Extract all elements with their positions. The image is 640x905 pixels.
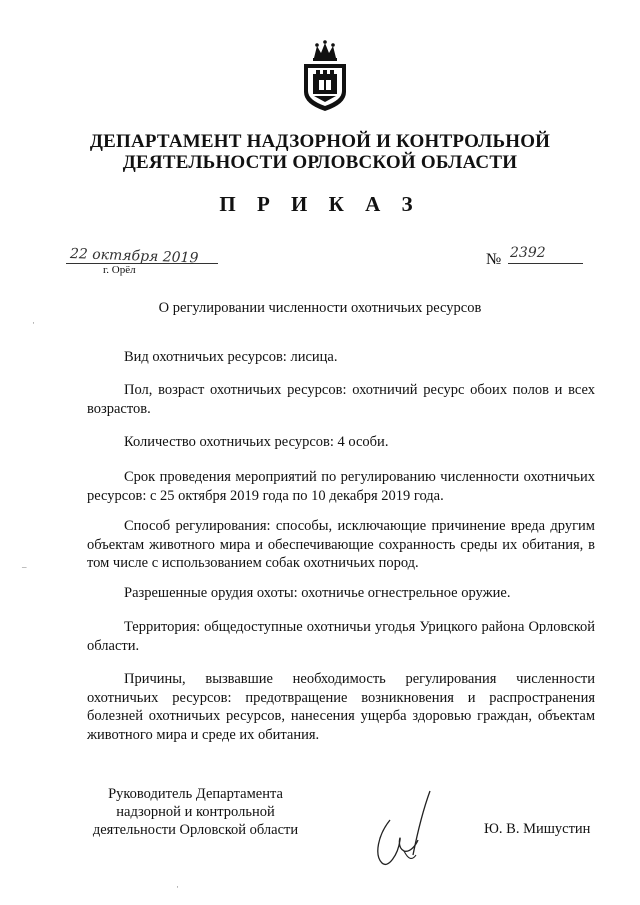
- number-label: №: [486, 251, 502, 268]
- handwritten-date: 22 октября 2019: [69, 246, 199, 267]
- handwritten-number: 2392: [510, 245, 546, 261]
- city-label: г. Орёл: [103, 264, 136, 276]
- paragraph-period: Срок проведения мероприятий по регулированию численности охотничьих ресурсов: с 25 октября 2019 года по 10 декабря 2019 года.: [87, 469, 595, 504]
- date-underline: [66, 263, 218, 264]
- department-name-line1: ДЕПАРТАМЕНТ НАДЗОРНОЙ И КОНТРОЛЬНОЙ: [89, 131, 551, 152]
- paragraph-resource-type: Вид охотничьих ресурсов: лисица.: [124, 349, 338, 365]
- signatory-position: [88, 785, 303, 839]
- paragraph-quantity: Количество охотничьих ресурсов: 4 особи.: [124, 434, 389, 450]
- scan-mark: –: [22, 562, 27, 572]
- paragraph-weapons: Разрешенные орудия охоты: охотничье огнестрельное оружие.: [124, 585, 511, 601]
- department-name-line2: ДЕЯТЕЛЬНОСТИ ОРЛОВСКОЙ ОБЛАСТИ: [122, 152, 518, 173]
- scan-mark: ·: [176, 882, 179, 892]
- handwritten-signature: [368, 785, 448, 870]
- coat-of-arms-icon: [300, 40, 350, 112]
- number-underline: [508, 263, 583, 264]
- signatory-position-line2: надзорной и контрольной: [116, 804, 275, 820]
- signatory-position-line1: Руководитель Департамента: [108, 786, 283, 802]
- paragraph-territory: Территория: общедоступные охотничьи угодья Урицкого района Орловской области.: [87, 619, 595, 654]
- paragraph-method: Способ регулирования: способы, исключающие причинение вреда другим объектам животного мира и обеспечивающие сохранность среды их обитания, в том числе с использованием собак охотничьих пород.: [87, 518, 595, 571]
- scan-mark: ·: [32, 318, 35, 328]
- paragraph-sex-age: Пол, возраст охотничьих ресурсов: охотничий ресурс обоих полов и всех возрастов.: [87, 382, 595, 417]
- signatory-position-line3: деятельности Орловской области: [92, 822, 299, 838]
- signatory-name: Ю. В. Мишустин: [484, 821, 591, 837]
- document-subject: О регулировании численности охотничьих ресурсов: [158, 300, 482, 316]
- document-title: П Р И К А З: [219, 192, 421, 216]
- paragraph-reasons: Причины, вызвавшие необходимость регулирования численности охотничьих ресурсов: предотвращение возникновения и распространения болезней охотничьих ресурсов, нанесения ущерба здоровью граждан, объектам животного мира и среде их обитания.: [87, 671, 595, 743]
